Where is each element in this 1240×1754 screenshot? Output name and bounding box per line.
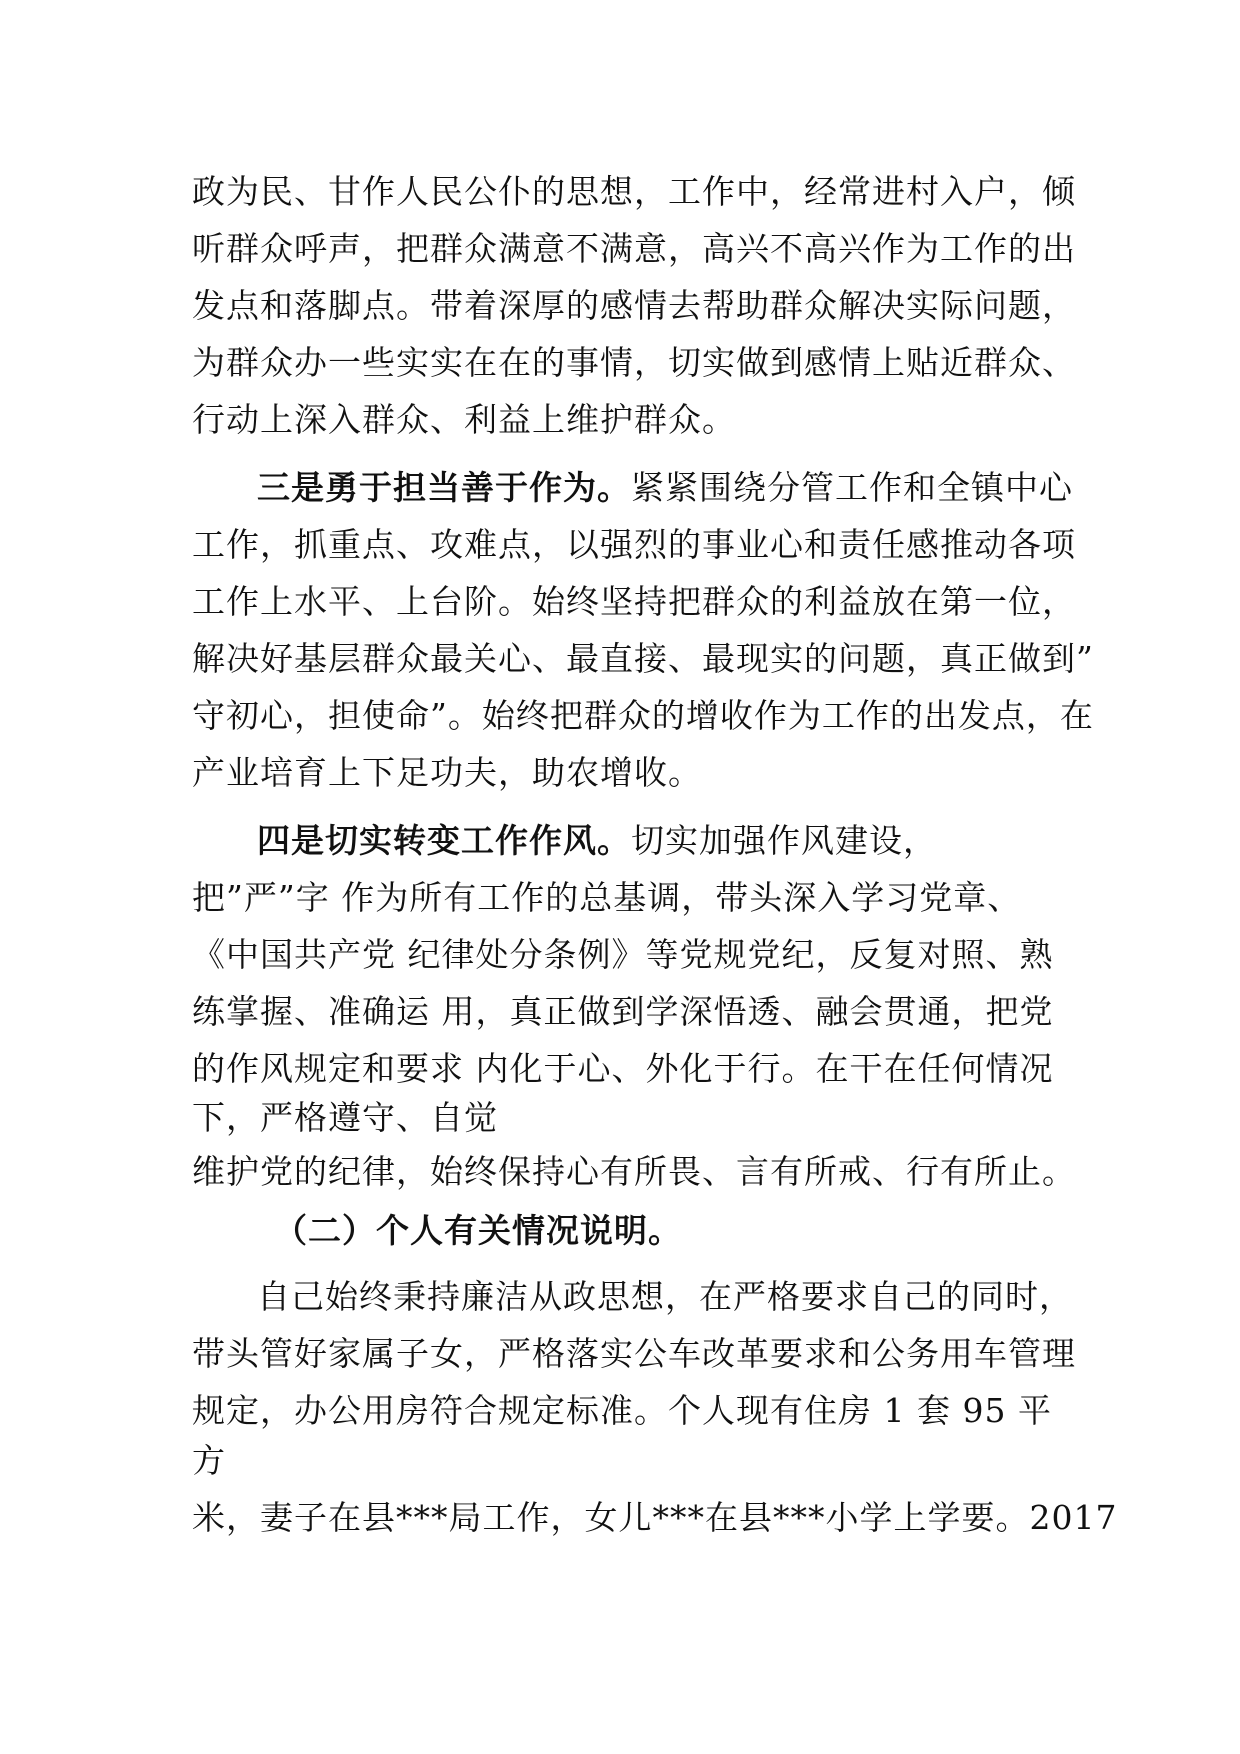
text-line: 《中国共产党 纪律处分条例》等党规党纪，反复对照、熟 xyxy=(192,935,1054,974)
section-heading: （二）个人有关情况说明。 xyxy=(274,1211,682,1250)
text-line: 发点和落脚点。带着深厚的感情去帮助群众解决实际问题， xyxy=(192,286,1076,325)
text-line: 听群众呼声，把群众满意不满意，高兴不高兴作为工作的出 xyxy=(192,229,1076,268)
text-line: 练掌握、准确运 用，真正做到学深悟透、融会贯通，把党 xyxy=(192,992,1054,1031)
text-line: 政为民、甘作人民公仆的思想，工作中，经常进村入户，倾 xyxy=(192,172,1076,211)
text-line: 的作风规定和要求 内化于心、外化于行。在干在任何情况 xyxy=(192,1049,1054,1088)
paragraph-four xyxy=(257,821,937,861)
text-line: 米，妻子在县***局工作，女儿***在县***小学上学要。2017 xyxy=(192,1498,1118,1537)
text-line: 工作，抓重点、攻难点，以强烈的事业心和责任感推动各项 xyxy=(192,525,1076,564)
paragraph-three xyxy=(257,468,1073,508)
paragraph-four-heading: 四是切实转变工作作风。 xyxy=(257,821,631,860)
paragraph-four-text: 切实加强作风建设， xyxy=(631,821,937,860)
text-line: 解决好基层群众最关心、最直接、最现实的问题，真正做到” xyxy=(192,639,1094,678)
text-line: 守初心，担使命”。始终把群众的增收作为工作的出发点，在 xyxy=(192,696,1094,735)
text-line: 为群众办一些实实在在的事情，切实做到感情上贴近群众、 xyxy=(192,343,1076,382)
text-line: 方 xyxy=(192,1441,226,1480)
text-line: 行动上深入群众、利益上维护群众。 xyxy=(192,400,736,439)
paragraph-three-text: 紧紧围绕分管工作和全镇中心 xyxy=(631,468,1073,507)
paragraph-three-heading: 三是勇于担当善于作为。 xyxy=(257,468,631,507)
text-line: 规定，办公用房符合规定标准。个人现有住房 1 套 95 平 xyxy=(192,1391,1052,1430)
text-line: 维护党的纪律，始终保持心有所畏、言有所戒、行有所止。 xyxy=(192,1152,1076,1191)
text-line: 把”严”字 作为所有工作的总基调，带头深入学习党章、 xyxy=(192,878,1022,917)
text-line: 自己始终秉持廉洁从政思想，在严格要求自己的同时， xyxy=(257,1277,1073,1316)
text-line: 下，严格遵守、自觉 xyxy=(192,1098,498,1137)
text-line: 工作上水平、上台阶。始终坚持把群众的利益放在第一位， xyxy=(192,582,1076,621)
text-line: 产业培育上下足功夫，助农增收。 xyxy=(192,753,702,792)
text-line: 带头管好家属子女，严格落实公车改革要求和公务用车管理 xyxy=(192,1334,1076,1373)
